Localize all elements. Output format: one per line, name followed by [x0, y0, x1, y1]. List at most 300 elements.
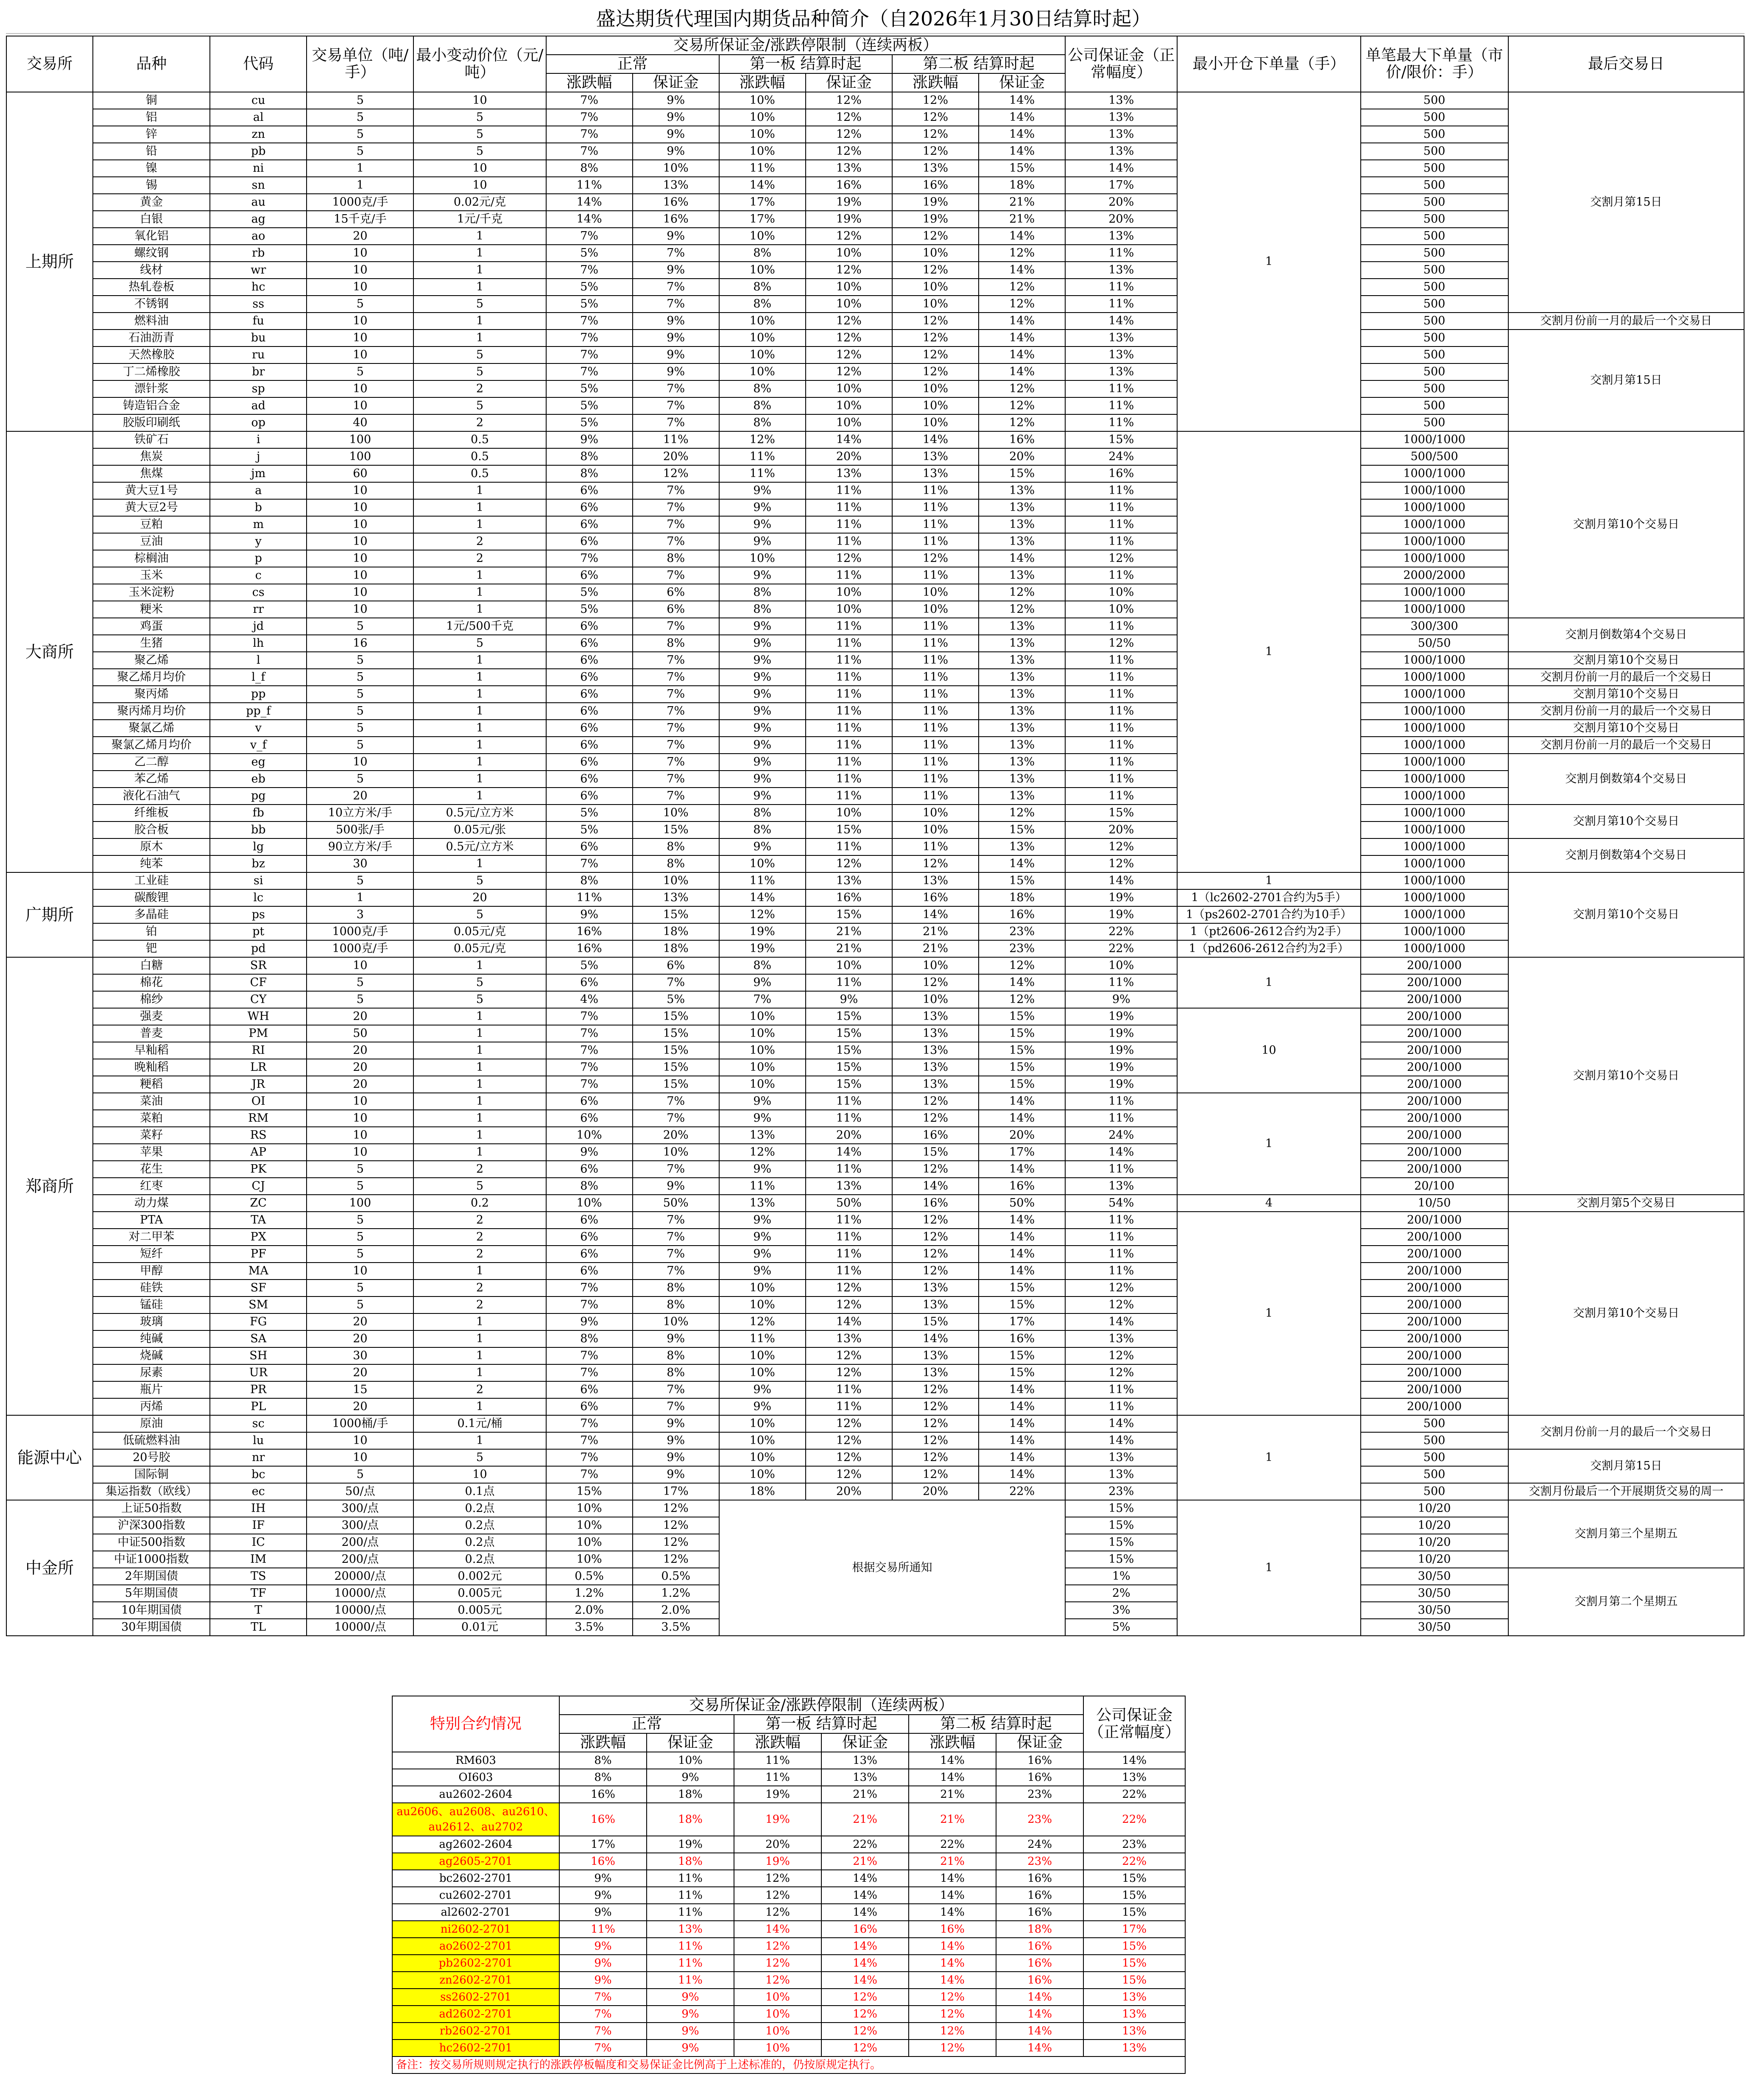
code-cell: l [210, 652, 307, 669]
unit-cell: 5 [307, 1161, 413, 1178]
board2-margin-cell: 15% [979, 1042, 1065, 1059]
normal-limit-cell: 7% [546, 1280, 633, 1296]
board2-limit-cell: 16% [892, 889, 979, 906]
normal-limit-cell: 16% [559, 1853, 647, 1870]
board2-limit-cell: 12% [892, 363, 979, 380]
company-margin-cell: 13% [1065, 262, 1177, 279]
board2-limit-cell: 21% [909, 1803, 996, 1836]
board1-limit-cell: 8% [719, 957, 806, 974]
board2-limit-cell: 12% [892, 126, 979, 143]
tick-cell: 1 [413, 516, 546, 533]
table-row [6, 1313, 1744, 1330]
normal-limit-cell: 7% [559, 2023, 647, 2040]
normal-margin-cell: 11% [647, 1870, 734, 1887]
normal-margin-cell: 7% [633, 1246, 719, 1263]
code-cell: rr [210, 601, 307, 618]
normal-limit-cell: 0.5% [546, 1568, 633, 1585]
max-order-cell: 1000/1000 [1361, 720, 1508, 737]
min-open-cell: 1 [1177, 1212, 1360, 1415]
code-cell: jm [210, 465, 307, 482]
table-row [6, 838, 1744, 855]
code-cell: pb [210, 143, 307, 160]
board2-margin-cell: 13% [979, 652, 1065, 669]
board2-limit-cell: 10% [892, 279, 979, 296]
table-row [6, 1296, 1744, 1313]
board2-margin-cell: 13% [979, 567, 1065, 584]
code-cell: hc [210, 279, 307, 296]
last-day-cell: 交割月份前一月的最后一个交易日 [1508, 313, 1744, 330]
sheet-title: 盛达期货代理国内期货品种简介（自2026年1月30日结算时起） [596, 7, 1151, 30]
company-margin-cell: 3% [1065, 1602, 1177, 1619]
max-order-cell: 1000/1000 [1361, 805, 1508, 821]
unit-cell: 90立方米/手 [307, 838, 413, 855]
normal-limit-cell: 11% [546, 177, 633, 194]
tick-cell: 1 [413, 584, 546, 601]
board2-margin-cell: 17% [979, 1313, 1065, 1330]
tick-cell: 2 [413, 1229, 546, 1246]
table-row [6, 1330, 1744, 1347]
max-order-cell: 1000/1000 [1361, 872, 1508, 889]
normal-limit-cell: 6% [546, 788, 633, 805]
contract-cell: ao2602-2701 [392, 1938, 559, 1955]
company-margin-cell: 13% [1065, 1330, 1177, 1347]
code-cell: lu [210, 1432, 307, 1449]
normal-limit-cell: 5% [546, 821, 633, 838]
product-cell: 铁矿石 [93, 431, 210, 448]
board2-margin-cell: 14% [979, 1466, 1065, 1483]
tick-cell: 0.5元/立方米 [413, 838, 546, 855]
tick-cell: 0.002元 [413, 1568, 546, 1585]
normal-limit-cell: 6% [546, 669, 633, 686]
board1-margin-cell: 21% [821, 1786, 909, 1803]
product-cell: 上证50指数 [93, 1500, 210, 1517]
max-order-cell: 200/1000 [1361, 1025, 1508, 1042]
board1-margin-cell: 12% [806, 855, 892, 872]
company-margin-cell: 11% [1065, 296, 1177, 313]
max-order-cell: 200/1000 [1361, 1313, 1508, 1330]
board2-limit-cell: 22% [909, 1836, 996, 1853]
board1-limit-cell: 12% [734, 1955, 821, 1972]
code-cell: pd [210, 940, 307, 957]
tick-cell: 5 [413, 296, 546, 313]
normal-margin-cell: 16% [633, 211, 719, 228]
company-margin-cell: 22% [1083, 1786, 1185, 1803]
header-limit: 涨跌幅 [892, 73, 979, 92]
last-day-cell: 交割月第15日 [1508, 330, 1744, 431]
table-row [6, 1127, 1744, 1144]
product-cell: 氧化铝 [93, 228, 210, 245]
code-cell: sp [210, 380, 307, 397]
max-order-cell: 500 [1361, 279, 1508, 296]
board1-limit-cell: 9% [719, 1381, 806, 1398]
code-cell: T [210, 1602, 307, 1619]
company-margin-cell: 15% [1065, 805, 1177, 821]
product-cell: 菜籽 [93, 1127, 210, 1144]
board1-margin-cell: 10% [806, 414, 892, 431]
normal-limit-cell: 6% [546, 1212, 633, 1229]
normal-margin-cell: 7% [633, 618, 719, 635]
board1-margin-cell: 12% [806, 550, 892, 567]
table-row [6, 618, 1744, 635]
board2-margin-cell: 18% [996, 1921, 1083, 1938]
unit-cell: 5 [307, 720, 413, 737]
normal-margin-cell: 8% [633, 1296, 719, 1313]
product-cell: 中证500指数 [93, 1534, 210, 1551]
company-margin-cell: 15% [1065, 1551, 1177, 1568]
last-day-cell: 交割月份前一月的最后一个交易日 [1508, 669, 1744, 686]
normal-limit-cell: 14% [546, 194, 633, 211]
code-cell: zn [210, 126, 307, 143]
header-last-day: 最后交易日 [1508, 36, 1744, 92]
max-order-cell: 500 [1361, 363, 1508, 380]
company-margin-cell: 11% [1065, 516, 1177, 533]
company-margin-cell: 11% [1065, 245, 1177, 262]
exchange-cell: 大商所 [6, 431, 93, 872]
table-row [6, 906, 1744, 923]
board1-limit-cell: 9% [719, 533, 806, 550]
special-row [392, 1955, 1185, 1972]
code-cell: fb [210, 805, 307, 821]
board2-margin-cell: 13% [979, 516, 1065, 533]
max-order-cell: 500 [1361, 143, 1508, 160]
code-cell: lc [210, 889, 307, 906]
board2-margin-cell: 16% [996, 1752, 1083, 1769]
product-cell: 集运指数（欧线） [93, 1483, 210, 1500]
board1-margin-cell: 15% [806, 1025, 892, 1042]
max-order-cell: 200/1000 [1361, 1280, 1508, 1296]
board1-limit-cell: 10% [719, 363, 806, 380]
normal-limit-cell: 8% [546, 465, 633, 482]
unit-cell: 20 [307, 1313, 413, 1330]
normal-margin-cell: 8% [633, 635, 719, 652]
company-margin-cell: 20% [1065, 194, 1177, 211]
board2-limit-cell: 10% [892, 380, 979, 397]
product-cell: 锡 [93, 177, 210, 194]
company-margin-cell: 14% [1065, 1313, 1177, 1330]
exchange-cell: 郑商所 [6, 957, 93, 1415]
table-row [6, 346, 1744, 363]
product-cell: 中证1000指数 [93, 1551, 210, 1568]
contract-cell: bc2602-2701 [392, 1870, 559, 1887]
normal-margin-cell: 9% [633, 1432, 719, 1449]
max-order-cell: 500 [1361, 414, 1508, 431]
max-order-cell: 1000/1000 [1361, 499, 1508, 516]
contract-cell: ss2602-2701 [392, 1989, 559, 2006]
max-order-cell: 200/1000 [1361, 1008, 1508, 1025]
board2-limit-cell: 11% [892, 686, 979, 703]
max-order-cell: 30/50 [1361, 1602, 1508, 1619]
table-row [6, 211, 1744, 228]
product-cell: 原油 [93, 1415, 210, 1432]
board2-limit-cell: 11% [892, 618, 979, 635]
table-row [6, 737, 1744, 754]
board1-limit-cell: 9% [719, 482, 806, 499]
board2-margin-cell: 12% [979, 380, 1065, 397]
board2-margin-cell: 20% [979, 448, 1065, 465]
board1-margin-cell: 15% [806, 1008, 892, 1025]
max-order-cell: 200/1000 [1361, 1246, 1508, 1263]
company-margin-cell: 19% [1065, 1076, 1177, 1093]
max-order-cell: 200/1000 [1361, 974, 1508, 991]
unit-cell: 50/点 [307, 1483, 413, 1500]
normal-margin-cell: 7% [633, 720, 719, 737]
company-margin-cell: 15% [1083, 1904, 1185, 1921]
table-row [6, 482, 1744, 499]
board1-margin-cell: 12% [806, 228, 892, 245]
max-order-cell: 500 [1361, 245, 1508, 262]
board2-margin-cell: 14% [979, 363, 1065, 380]
normal-margin-cell: 17% [633, 1483, 719, 1500]
company-margin-cell: 12% [1065, 838, 1177, 855]
board1-margin-cell: 11% [806, 499, 892, 516]
unit-cell: 10 [307, 397, 413, 414]
normal-margin-cell: 9% [633, 363, 719, 380]
max-order-cell: 1000/1000 [1361, 923, 1508, 940]
code-cell: SF [210, 1280, 307, 1296]
board1-margin-cell: 10% [806, 584, 892, 601]
table-row [6, 1381, 1744, 1398]
unit-cell: 5 [307, 1229, 413, 1246]
board1-limit-cell: 8% [719, 245, 806, 262]
board1-margin-cell: 11% [806, 618, 892, 635]
product-cell: 铂 [93, 923, 210, 940]
normal-margin-cell: 6% [633, 584, 719, 601]
board2-margin-cell: 16% [979, 1178, 1065, 1195]
board2-margin-cell: 16% [979, 431, 1065, 448]
board1-limit-cell: 10% [719, 143, 806, 160]
code-cell: ag [210, 211, 307, 228]
unit-cell: 10 [307, 533, 413, 550]
company-margin-cell: 13% [1065, 228, 1177, 245]
board1-limit-cell: 9% [719, 1161, 806, 1178]
contract-cell: ag2602-2604 [392, 1836, 559, 1853]
normal-margin-cell: 13% [647, 1921, 734, 1938]
board2-margin-cell: 12% [979, 245, 1065, 262]
company-margin-cell: 13% [1065, 1466, 1177, 1483]
special-header-board1: 第一板 结算时起 [734, 1715, 909, 1733]
table-row [6, 1415, 1744, 1432]
product-cell: 棕榈油 [93, 550, 210, 567]
code-cell: CJ [210, 1178, 307, 1195]
product-cell: 10年期国债 [93, 1602, 210, 1619]
max-order-cell: 1000/1000 [1361, 855, 1508, 872]
unit-cell: 5 [307, 1212, 413, 1229]
unit-cell: 20 [307, 1364, 413, 1381]
normal-margin-cell: 12% [633, 1500, 719, 1517]
board1-margin-cell: 12% [806, 1432, 892, 1449]
board2-limit-cell: 12% [892, 1466, 979, 1483]
board1-margin-cell: 22% [821, 1836, 909, 1853]
board2-limit-cell: 11% [892, 499, 979, 516]
header-margin: 保证金 [806, 73, 892, 92]
board1-limit-cell: 8% [719, 296, 806, 313]
unit-cell: 1000克/手 [307, 923, 413, 940]
max-order-cell: 1000/1000 [1361, 584, 1508, 601]
max-order-cell: 200/1000 [1361, 1364, 1508, 1381]
company-margin-cell: 12% [1065, 635, 1177, 652]
normal-margin-cell: 15% [633, 1042, 719, 1059]
tick-cell: 5 [413, 397, 546, 414]
board1-limit-cell: 11% [719, 1178, 806, 1195]
special-header-limit: 涨跌幅 [909, 1733, 996, 1752]
tick-cell: 2 [413, 1161, 546, 1178]
board1-margin-cell: 12% [806, 92, 892, 109]
unit-cell: 10 [307, 245, 413, 262]
board1-limit-cell: 10% [734, 2040, 821, 2056]
company-margin-cell: 11% [1065, 279, 1177, 296]
board1-limit-cell: 8% [719, 279, 806, 296]
max-order-cell: 200/1000 [1361, 1381, 1508, 1398]
normal-margin-cell: 7% [633, 771, 719, 788]
min-open-cell: 4 [1177, 1195, 1360, 1212]
board1-margin-cell: 11% [806, 771, 892, 788]
unit-cell: 10 [307, 1432, 413, 1449]
company-margin-cell: 22% [1083, 1803, 1185, 1836]
company-margin-cell: 20% [1065, 821, 1177, 838]
normal-limit-cell: 16% [559, 1786, 647, 1803]
board1-margin-cell: 21% [821, 1853, 909, 1870]
board1-limit-cell: 9% [719, 703, 806, 720]
tick-cell: 1 [413, 279, 546, 296]
tick-cell: 1 [413, 1008, 546, 1025]
code-cell: PR [210, 1381, 307, 1398]
board1-limit-cell: 12% [734, 1972, 821, 1989]
table-row [6, 92, 1744, 109]
table-row [6, 720, 1744, 737]
code-cell: ss [210, 296, 307, 313]
unit-cell: 200/点 [307, 1534, 413, 1551]
board2-margin-cell: 13% [979, 703, 1065, 720]
tick-cell: 1 [413, 788, 546, 805]
board2-limit-cell: 10% [892, 245, 979, 262]
tick-cell: 5 [413, 991, 546, 1008]
code-cell: TF [210, 1585, 307, 1602]
max-order-cell: 200/1000 [1361, 1127, 1508, 1144]
company-margin-cell: 23% [1083, 1836, 1185, 1853]
normal-limit-cell: 16% [546, 940, 633, 957]
tick-cell: 0.2点 [413, 1500, 546, 1517]
code-cell: ni [210, 160, 307, 177]
board2-margin-cell: 13% [979, 499, 1065, 516]
product-cell: 液化石油气 [93, 788, 210, 805]
board1-margin-cell: 10% [806, 245, 892, 262]
board2-limit-cell: 12% [892, 1432, 979, 1449]
board2-limit-cell: 11% [892, 788, 979, 805]
company-margin-cell: 17% [1065, 177, 1177, 194]
table-row [6, 1161, 1744, 1178]
board2-limit-cell: 13% [892, 1059, 979, 1076]
board1-margin-cell: 12% [806, 1347, 892, 1364]
unit-cell: 30 [307, 855, 413, 872]
max-order-cell: 10/20 [1361, 1534, 1508, 1551]
tick-cell: 1 [413, 1144, 546, 1161]
product-cell: 聚氯乙烯 [93, 720, 210, 737]
product-cell: 黄金 [93, 194, 210, 211]
board2-margin-cell: 13% [979, 788, 1065, 805]
tick-cell: 0.2点 [413, 1551, 546, 1568]
board2-limit-cell: 11% [892, 771, 979, 788]
max-order-cell: 500 [1361, 1466, 1508, 1483]
normal-limit-cell: 7% [546, 1042, 633, 1059]
board2-limit-cell: 14% [909, 1955, 996, 1972]
code-cell: PM [210, 1025, 307, 1042]
product-cell: 乙二醇 [93, 754, 210, 771]
max-order-cell: 500 [1361, 228, 1508, 245]
code-cell: CF [210, 974, 307, 991]
normal-limit-cell: 9% [546, 1313, 633, 1330]
unit-cell: 5 [307, 652, 413, 669]
max-order-cell: 200/1000 [1361, 1398, 1508, 1415]
special-header-company: 公司保证金（正常幅度） [1083, 1696, 1185, 1752]
tick-cell: 5 [413, 906, 546, 923]
normal-limit-cell: 7% [546, 346, 633, 363]
board1-margin-cell: 21% [806, 940, 892, 957]
company-margin-cell: 11% [1065, 788, 1177, 805]
product-cell: 聚乙烯 [93, 652, 210, 669]
board2-limit-cell: 10% [892, 805, 979, 821]
company-margin-cell: 13% [1065, 126, 1177, 143]
max-order-cell: 200/1000 [1361, 1093, 1508, 1110]
unit-cell: 100 [307, 1195, 413, 1212]
table-row [6, 703, 1744, 720]
normal-margin-cell: 9% [633, 346, 719, 363]
normal-limit-cell: 17% [559, 1836, 647, 1853]
board2-limit-cell: 13% [892, 1347, 979, 1364]
product-cell: 白糖 [93, 957, 210, 974]
table-row [6, 194, 1744, 211]
remark-note: 备注：按交易所规则规定执行的涨跌停板幅度和交易保证金比例高于上述标准的，仍按原规定执行。 [392, 2056, 1185, 2073]
board1-margin-cell: 14% [806, 1144, 892, 1161]
board2-limit-cell: 15% [892, 1313, 979, 1330]
normal-limit-cell: 8% [546, 1330, 633, 1347]
board2-margin-cell: 18% [979, 889, 1065, 906]
tick-cell: 1 [413, 1127, 546, 1144]
board1-margin-cell: 10% [806, 279, 892, 296]
table-row [6, 160, 1744, 177]
company-margin-cell: 10% [1065, 957, 1177, 974]
board2-margin-cell: 14% [979, 143, 1065, 160]
table-row [6, 889, 1744, 906]
product-cell: 聚乙烯月均价 [93, 669, 210, 686]
board1-margin-cell: 12% [821, 2023, 909, 2040]
tick-cell: 5 [413, 1178, 546, 1195]
normal-limit-cell: 14% [546, 211, 633, 228]
contract-cell: rb2602-2701 [392, 2023, 559, 2040]
company-margin-cell: 11% [1065, 720, 1177, 737]
board2-limit-cell: 12% [892, 855, 979, 872]
board1-limit-cell: 10% [719, 1076, 806, 1093]
board1-limit-cell: 10% [719, 313, 806, 330]
header-product: 品种 [93, 36, 210, 92]
code-cell: eg [210, 754, 307, 771]
unit-cell: 5 [307, 92, 413, 109]
normal-margin-cell: 12% [633, 1551, 719, 1568]
board2-margin-cell: 14% [979, 228, 1065, 245]
board1-margin-cell: 14% [821, 1887, 909, 1904]
normal-limit-cell: 7% [546, 1449, 633, 1466]
normal-margin-cell: 7% [633, 754, 719, 771]
code-cell: au [210, 194, 307, 211]
board1-margin-cell: 11% [806, 1110, 892, 1127]
special-row [392, 1836, 1185, 1853]
board2-margin-cell: 13% [979, 686, 1065, 703]
board2-margin-cell: 15% [979, 160, 1065, 177]
normal-limit-cell: 5% [546, 414, 633, 431]
normal-margin-cell: 7% [633, 686, 719, 703]
company-margin-cell: 15% [1065, 1500, 1177, 1517]
product-cell: 5年期国债 [93, 1585, 210, 1602]
board1-margin-cell: 14% [821, 1904, 909, 1921]
